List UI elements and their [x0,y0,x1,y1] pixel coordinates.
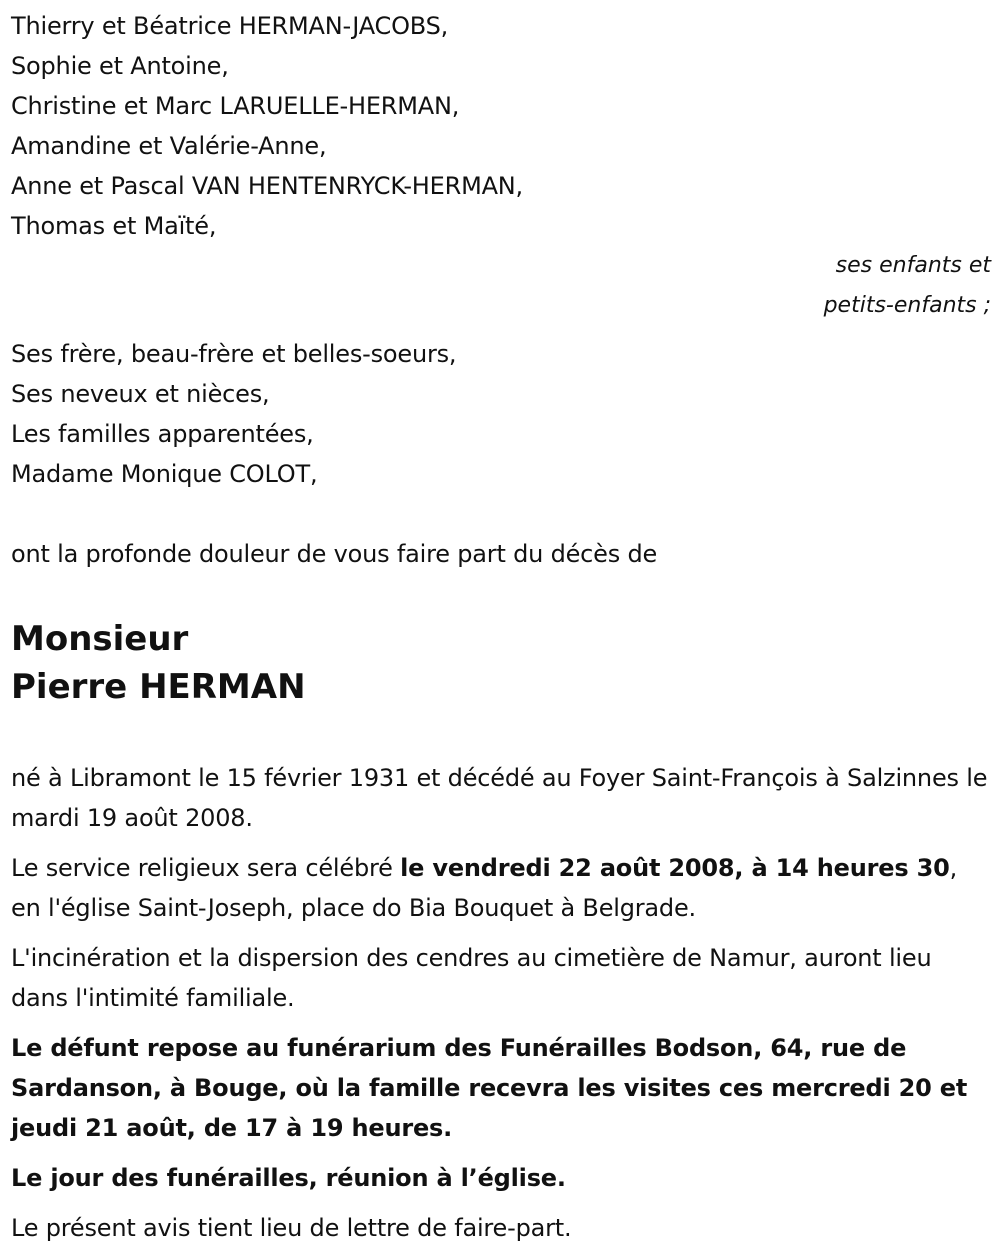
relatives-line: Les familles apparentées, [11,420,314,448]
service-text [11,848,991,928]
family-line: Christine et Marc LARUELLE-HERMAN, [11,92,460,120]
deceased-title: Monsieur [11,619,189,659]
family-line: Sophie et Antoine, [11,52,229,80]
service-location: , en l'église Saint-Joseph, place do Bia Bouquet à Belgrade. [11,854,958,922]
relatives-line: Ses frère, beau-frère et belles-soeurs, [11,340,457,368]
deceased-name: Pierre HERMAN [11,667,306,707]
family-list [11,6,991,246]
birth-death-text: né à Libramont le 15 février 1931 et décédé au Foyer Saint-François à Salzinnes le mardi 19 août 2008. [11,764,988,832]
service-date: le vendredi 22 août 2008, à 14 heures 30 [400,854,950,882]
relatives-list [11,334,991,494]
relation-line-1: ses enfants et [835,253,991,278]
relation-line-2: petits-enfants ; [823,293,991,318]
announcement-text: ont la profonde douleur de vous faire part du décès de [11,540,658,568]
funerarium-text: Le défunt repose au funérarium des Funérailles Bodson, 64, rue de Sardanson, à Bouge, où la famille recevra les visites ces mercredi 20 et jeudi 21 août, de 17 à 19 heures. [11,1034,968,1142]
family-line: Amandine et Valérie-Anne, [11,132,327,160]
incineration-text: L'incinération et la dispersion des cendres au cimetière de Namur, auront lieu dans l'intimité familiale. [11,944,932,1012]
family-line: Thomas et Maïté, [11,212,217,240]
family-line: Anne et Pascal VAN HENTENRYCK-HERMAN, [11,172,523,200]
service-intro: Le service religieux sera célébré [11,854,401,882]
relatives-line: Ses neveux et nièces, [11,380,270,408]
relatives-line: Madame Monique COLOT, [11,460,318,488]
meeting-text: Le jour des funérailles, réunion à l’église. [11,1164,566,1192]
family-line: Thierry et Béatrice HERMAN-JACOBS, [11,12,449,40]
relation-label [11,246,991,326]
obituary-notice [11,6,991,1258]
notice-text: Le présent avis tient lieu de lettre de faire-part. [11,1214,572,1242]
